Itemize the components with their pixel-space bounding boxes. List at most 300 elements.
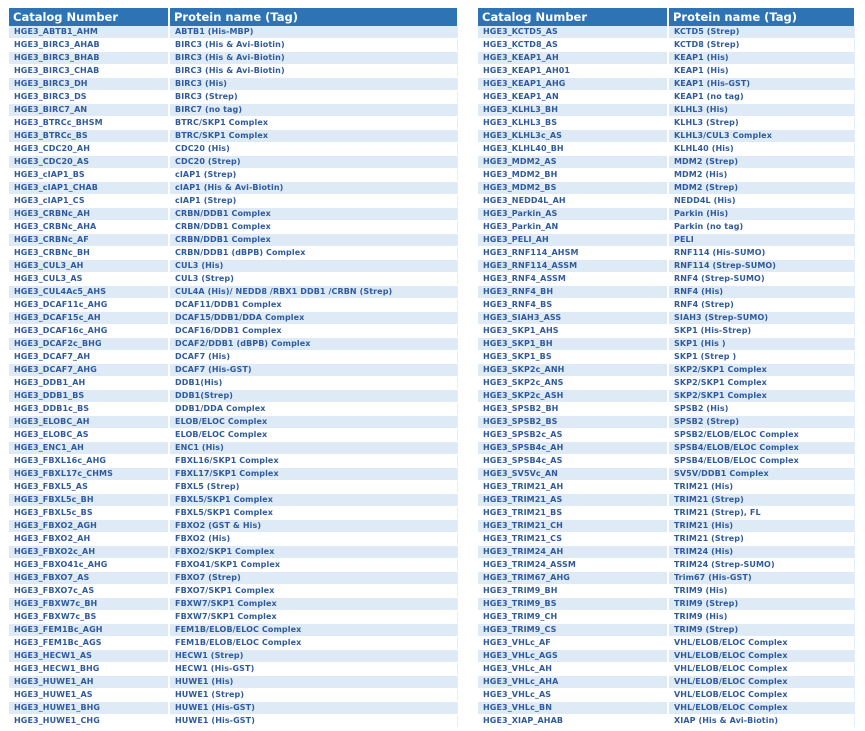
protein-name-cell: PELI (668, 234, 854, 247)
catalog-number-cell: HGE3_FBXW7c_BS (9, 611, 169, 624)
catalog-number-cell: HGE3_TRIM9_BH (478, 585, 668, 598)
protein-name-cell: ELOB/ELOC Complex (169, 416, 457, 429)
table-row (478, 351, 854, 364)
catalog-number-cell: HGE3_KEAP1_AN (478, 91, 668, 104)
protein-name-cell: VHL/ELOB/ELOC Complex (668, 650, 854, 663)
protein-name-cell: CUL3 (His) (169, 260, 457, 273)
protein-name-cell: KLHL40 (His) (668, 143, 854, 156)
protein-name-cell: FBXO7/SKP1 Complex (169, 585, 457, 598)
catalog-number-cell: HGE3_HUWE1_CHG (9, 715, 169, 728)
protein-name-cell: FBXL16/SKP1 Complex (169, 455, 457, 468)
column-header-protein-name: Protein name (Tag) (668, 8, 854, 26)
protein-name-cell: HECW1 (Strep) (169, 650, 457, 663)
table-row (9, 611, 457, 624)
catalog-number-cell: HGE3_FBXO7c_AS (9, 585, 169, 598)
protein-name-cell: DCAF2/DDB1 (dBPB) Complex (169, 338, 457, 351)
catalog-number-cell: HGE3_BTRCc_BHSM (9, 117, 169, 130)
protein-name-cell: SKP2/SKP1 Complex (668, 364, 854, 377)
protein-name-cell: TRIM9 (Strep) (668, 624, 854, 637)
catalog-number-cell: HGE3_SPSB2c_AS (478, 429, 668, 442)
protein-name-cell: DCAF11/DDB1 Complex (169, 299, 457, 312)
table-row (478, 338, 854, 351)
table-row (9, 546, 457, 559)
table-row (478, 403, 854, 416)
catalog-number-cell: HGE3_VHLc_AGS (478, 650, 668, 663)
catalog-number-cell: HGE3_RNF4_BH (478, 286, 668, 299)
catalog-number-cell: HGE3_PELI_AH (478, 234, 668, 247)
table-row (9, 416, 457, 429)
table-row (9, 351, 457, 364)
catalog-number-cell: HGE3_FBXL5c_BH (9, 494, 169, 507)
protein-name-cell: RNF4 (His) (668, 286, 854, 299)
protein-name-cell: SPSB4/ELOB/ELOC Complex (668, 455, 854, 468)
protein-name-cell: TRIM21 (Strep) (668, 533, 854, 546)
table-row (478, 624, 854, 637)
table-row (478, 650, 854, 663)
protein-name-cell: KEAP1 (His-GST) (668, 78, 854, 91)
protein-name-cell: HUWE1 (His-GST) (169, 715, 457, 728)
catalog-number-cell: HGE3_KEAP1_AHG (478, 78, 668, 91)
catalog-number-cell: HGE3_SKP2c_ASH (478, 390, 668, 403)
protein-name-cell: SPSB2 (Strep) (668, 416, 854, 429)
protein-name-cell: CUL4A (His)/ NEDD8 /RBX1 DDB1 /CRBN (Strep) (169, 286, 457, 299)
catalog-number-cell: HGE3_ABTB1_AHM (9, 26, 169, 39)
protein-name-cell: Parkin (His) (668, 208, 854, 221)
table-header-row (9, 8, 457, 26)
protein-name-cell: VHL/ELOB/ELOC Complex (668, 689, 854, 702)
protein-name-cell: TRIM21 (Strep), FL (668, 507, 854, 520)
protein-name-cell: SPSB4/ELOB/ELOC Complex (668, 442, 854, 455)
protein-name-cell: BIRC7 (no tag) (169, 104, 457, 117)
catalog-number-cell: HGE3_FEM1Bc_AGS (9, 637, 169, 650)
catalog-number-cell: HGE3_CUL3_AS (9, 273, 169, 286)
protein-name-cell: KLHL3 (Strep) (668, 117, 854, 130)
protein-name-cell: HUWE1 (Strep) (169, 689, 457, 702)
catalog-number-cell: HGE3_DDB1c_BS (9, 403, 169, 416)
table-row (478, 156, 854, 169)
protein-name-cell: ABTB1 (His-MBP) (169, 26, 457, 39)
protein-name-cell: CRBN/DDB1 Complex (169, 234, 457, 247)
protein-name-cell: TRIM21 (His) (668, 520, 854, 533)
catalog-number-cell: HGE3_cIAP1_BS (9, 169, 169, 182)
catalog-number-cell: HGE3_FBXL5c_BS (9, 507, 169, 520)
protein-name-cell: FBXO7 (Strep) (169, 572, 457, 585)
catalog-number-cell: HGE3_KEAP1_AH (478, 52, 668, 65)
protein-name-cell: TRIM9 (His) (668, 611, 854, 624)
table-row (9, 715, 457, 728)
table-row (478, 715, 854, 728)
table-row (478, 299, 854, 312)
catalog-number-cell: HGE3_CUL3_AH (9, 260, 169, 273)
catalog-number-cell: HGE3_FBXO2c_AH (9, 546, 169, 559)
protein-name-cell: BIRC3 (His & Avi-Biotin) (169, 65, 457, 78)
protein-name-cell: TRIM24 (His) (668, 546, 854, 559)
protein-name-cell: SKP2/SKP1 Complex (668, 390, 854, 403)
table-row (9, 364, 457, 377)
protein-name-cell: CRBN/DDB1 (dBPB) Complex (169, 247, 457, 260)
table-row (478, 208, 854, 221)
catalog-number-cell: HGE3_KEAP1_AH01 (478, 65, 668, 78)
protein-name-cell: SPSB2 (His) (668, 403, 854, 416)
catalog-number-cell: HGE3_CDC20_AH (9, 143, 169, 156)
table-row (9, 91, 457, 104)
catalog-number-cell: HGE3_RNF4_ASSM (478, 273, 668, 286)
table-row (478, 364, 854, 377)
protein-name-cell: SKP1 (Strep ) (668, 351, 854, 364)
catalog-number-cell: HGE3_TRIM21_CH (478, 520, 668, 533)
protein-name-cell: cIAP1 (His & Avi-Biotin) (169, 182, 457, 195)
protein-name-cell: SV5V/DDB1 Complex (668, 468, 854, 481)
table-row (9, 286, 457, 299)
table-row (478, 169, 854, 182)
protein-name-cell: SKP1 (His ) (668, 338, 854, 351)
catalog-number-cell: HGE3_SPSB4c_AS (478, 455, 668, 468)
protein-name-cell: XIAP (His & Avi-Biotin) (668, 715, 854, 728)
table-row (478, 117, 854, 130)
protein-name-cell: MDM2 (Strep) (668, 182, 854, 195)
catalog-number-cell: HGE3_SPSB4c_AH (478, 442, 668, 455)
catalog-number-cell: HGE3_VHLc_AS (478, 689, 668, 702)
catalog-number-cell: HGE3_DCAF11c_AHG (9, 299, 169, 312)
protein-name-cell: KCTD5 (Strep) (668, 26, 854, 39)
table-row (9, 52, 457, 65)
table-row (9, 247, 457, 260)
catalog-number-cell: HGE3_FEM1Bc_AGH (9, 624, 169, 637)
table-row (9, 481, 457, 494)
catalog-number-cell: HGE3_CRBNc_AF (9, 234, 169, 247)
table-row (9, 702, 457, 715)
table-row (478, 52, 854, 65)
table-row (9, 455, 457, 468)
catalog-number-cell: HGE3_NEDD4L_AH (478, 195, 668, 208)
protein-name-cell: Parkin (no tag) (668, 221, 854, 234)
catalog-number-cell: HGE3_TRIM9_CS (478, 624, 668, 637)
catalog-number-cell: HGE3_SKP1_BS (478, 351, 668, 364)
table-row (478, 455, 854, 468)
table-row (9, 572, 457, 585)
catalog-number-cell: HGE3_HECW1_AS (9, 650, 169, 663)
protein-name-cell: RNF114 (His-SUMO) (668, 247, 854, 260)
table-row (478, 221, 854, 234)
protein-name-cell: RNF4 (Strep-SUMO) (668, 273, 854, 286)
protein-name-cell: NEDD4L (His) (668, 195, 854, 208)
protein-name-cell: ELOB/ELOC Complex (169, 429, 457, 442)
protein-name-cell: cIAP1 (Strep) (169, 169, 457, 182)
catalog-number-cell: HGE3_FBXL17c_CHMS (9, 468, 169, 481)
catalog-number-cell: HGE3_VHLc_BN (478, 702, 668, 715)
protein-name-cell: VHL/ELOB/ELOC Complex (668, 637, 854, 650)
table-row (9, 234, 457, 247)
table-row (478, 325, 854, 338)
protein-name-cell: HUWE1 (His-GST) (169, 702, 457, 715)
protein-name-cell: DDB1/DDA Complex (169, 403, 457, 416)
protein-name-cell: FBXL5/SKP1 Complex (169, 507, 457, 520)
protein-name-cell: TRIM24 (Strep-SUMO) (668, 559, 854, 572)
catalog-number-cell: HGE3_KLHL3_BS (478, 117, 668, 130)
catalog-number-cell: HGE3_DCAF7_AHG (9, 364, 169, 377)
table-row (478, 520, 854, 533)
table-row (9, 624, 457, 637)
catalog-number-cell: HGE3_DCAF16c_AHG (9, 325, 169, 338)
protein-name-cell: FBXO2/SKP1 Complex (169, 546, 457, 559)
table-row (478, 234, 854, 247)
table-row (478, 377, 854, 390)
column-header-protein-name: Protein name (Tag) (169, 8, 457, 26)
catalog-number-cell: HGE3_RNF4_BS (478, 299, 668, 312)
table-row (478, 143, 854, 156)
table-row (9, 195, 457, 208)
table-row (9, 169, 457, 182)
catalog-number-cell: HGE3_FBXO2_AH (9, 533, 169, 546)
table-row (9, 676, 457, 689)
table-row (478, 507, 854, 520)
table-row (478, 195, 854, 208)
protein-name-cell: SIAH3 (Strep-SUMO) (668, 312, 854, 325)
column-header-catalog-number: Catalog Number (9, 8, 169, 26)
catalog-number-cell: HGE3_TRIM21_CS (478, 533, 668, 546)
table-row (478, 481, 854, 494)
catalog-number-cell: HGE3_TRIM21_AS (478, 494, 668, 507)
catalog-number-cell: HGE3_ENC1_AH (9, 442, 169, 455)
catalog-number-cell: HGE3_cIAP1_CHAB (9, 182, 169, 195)
table-row (478, 494, 854, 507)
catalog-number-cell: HGE3_FBXL5_AS (9, 481, 169, 494)
catalog-number-cell: HGE3_FBXW7c_BH (9, 598, 169, 611)
catalog-table-left (9, 8, 458, 728)
table-row (9, 156, 457, 169)
catalog-number-cell: HGE3_MDM2_BS (478, 182, 668, 195)
protein-name-cell: MDM2 (His) (668, 169, 854, 182)
table-row (478, 468, 854, 481)
catalog-number-cell: HGE3_BIRC3_DS (9, 91, 169, 104)
table-row (478, 39, 854, 52)
catalog-number-cell: HGE3_MDM2_BH (478, 169, 668, 182)
table-row (478, 585, 854, 598)
column-header-catalog-number: Catalog Number (478, 8, 668, 26)
catalog-number-cell: HGE3_KLHL3c_AS (478, 130, 668, 143)
table-row (478, 182, 854, 195)
catalog-number-cell: HGE3_cIAP1_CS (9, 195, 169, 208)
catalog-number-cell: HGE3_KLHL3_BH (478, 104, 668, 117)
table-row (9, 637, 457, 650)
catalog-number-cell: HGE3_FBXO41c_AHG (9, 559, 169, 572)
catalog-number-cell: HGE3_RNF114_AHSM (478, 247, 668, 260)
protein-name-cell: DCAF15/DDB1/DDA Complex (169, 312, 457, 325)
catalog-number-cell: HGE3_SV5Vc_AN (478, 468, 668, 481)
protein-name-cell: FEM1B/ELOB/ELOC Complex (169, 624, 457, 637)
table-row (9, 221, 457, 234)
table-row (9, 182, 457, 195)
catalog-number-cell: HGE3_FBXO7_AS (9, 572, 169, 585)
catalog-number-cell: HGE3_SKP2c_ANS (478, 377, 668, 390)
protein-name-cell: HECW1 (His-GST) (169, 663, 457, 676)
catalog-number-cell: HGE3_TRIM67_AHG (478, 572, 668, 585)
catalog-number-cell: HGE3_BIRC3_DH (9, 78, 169, 91)
table-row (478, 273, 854, 286)
table-row (9, 78, 457, 91)
catalog-number-cell: HGE3_HECW1_BHG (9, 663, 169, 676)
protein-name-cell: SPSB2/ELOB/ELOC Complex (668, 429, 854, 442)
table-row (478, 286, 854, 299)
protein-name-cell: RNF4 (Strep) (668, 299, 854, 312)
protein-name-cell: KLHL3/CUL3 Complex (668, 130, 854, 143)
table-row (478, 533, 854, 546)
table-row (9, 585, 457, 598)
catalog-number-cell: HGE3_TRIM9_BS (478, 598, 668, 611)
catalog-number-cell: HGE3_Parkin_AN (478, 221, 668, 234)
protein-name-cell: FBXO41/SKP1 Complex (169, 559, 457, 572)
protein-name-cell: DCAF7 (His) (169, 351, 457, 364)
catalog-number-cell: HGE3_TRIM21_AH (478, 481, 668, 494)
protein-name-cell: DCAF16/DDB1 Complex (169, 325, 457, 338)
protein-name-cell: HUWE1 (His) (169, 676, 457, 689)
catalog-number-cell: HGE3_TRIM24_AH (478, 546, 668, 559)
table-row (9, 273, 457, 286)
catalog-number-cell: HGE3_Parkin_AS (478, 208, 668, 221)
table-row (9, 598, 457, 611)
catalog-number-cell: HGE3_CRBNc_AHA (9, 221, 169, 234)
table-row (9, 143, 457, 156)
protein-name-cell: cIAP1 (Strep) (169, 195, 457, 208)
protein-name-cell: DDB1(His) (169, 377, 457, 390)
catalog-number-cell: HGE3_VHLc_AHA (478, 676, 668, 689)
catalog-number-cell: HGE3_MDM2_AS (478, 156, 668, 169)
protein-name-cell: CRBN/DDB1 Complex (169, 221, 457, 234)
table-row (9, 429, 457, 442)
table-row (478, 260, 854, 273)
table-row (9, 689, 457, 702)
catalog-number-cell: HGE3_RNF114_ASSM (478, 260, 668, 273)
protein-name-cell: MDM2 (Strep) (668, 156, 854, 169)
protein-name-cell: DCAF7 (His-GST) (169, 364, 457, 377)
protein-name-cell: DDB1(Strep) (169, 390, 457, 403)
protein-name-cell: KEAP1 (His) (668, 52, 854, 65)
catalog-number-cell: HGE3_TRIM24_ASSM (478, 559, 668, 572)
table-row (478, 572, 854, 585)
table-row (478, 637, 854, 650)
table-row (9, 650, 457, 663)
protein-name-cell: CRBN/DDB1 Complex (169, 208, 457, 221)
table-row (478, 130, 854, 143)
catalog-number-cell: HGE3_SKP1_BH (478, 338, 668, 351)
table-body (9, 26, 457, 728)
catalog-number-cell: HGE3_VHLc_AH (478, 663, 668, 676)
protein-name-cell: VHL/ELOB/ELOC Complex (668, 676, 854, 689)
table-row (478, 676, 854, 689)
protein-name-cell: FBXL5 (Strep) (169, 481, 457, 494)
table-row (478, 91, 854, 104)
protein-name-cell: BIRC3 (His) (169, 78, 457, 91)
catalog-number-cell: HGE3_BIRC3_AHAB (9, 39, 169, 52)
table-row (9, 312, 457, 325)
table-row (478, 26, 854, 39)
protein-name-cell: KEAP1 (no tag) (668, 91, 854, 104)
table-row (9, 39, 457, 52)
catalog-number-cell: HGE3_SIAH3_ASS (478, 312, 668, 325)
catalog-number-cell: HGE3_CRBNc_AH (9, 208, 169, 221)
protein-name-cell: VHL/ELOB/ELOC Complex (668, 663, 854, 676)
table-row (9, 390, 457, 403)
table-row (478, 546, 854, 559)
table-row (9, 26, 457, 39)
table-row (9, 117, 457, 130)
protein-name-cell: FBXL5/SKP1 Complex (169, 494, 457, 507)
catalog-number-cell: HGE3_SKP1_AHS (478, 325, 668, 338)
protein-name-cell: TRIM21 (Strep) (668, 494, 854, 507)
table-row (9, 299, 457, 312)
protein-name-cell: BIRC3 (Strep) (169, 91, 457, 104)
table-row (9, 442, 457, 455)
table-row (9, 338, 457, 351)
protein-name-cell: Trim67 (His-GST) (668, 572, 854, 585)
protein-name-cell: FBXL17/SKP1 Complex (169, 468, 457, 481)
protein-name-cell: TRIM21 (His) (668, 481, 854, 494)
catalog-number-cell: HGE3_CUL4Ac5_AHS (9, 286, 169, 299)
table-row (478, 312, 854, 325)
catalog-number-cell: HGE3_BIRC3_BHAB (9, 52, 169, 65)
catalog-number-cell: HGE3_TRIM21_BS (478, 507, 668, 520)
protein-name-cell: KLHL3 (His) (668, 104, 854, 117)
table-header-row (478, 8, 854, 26)
catalog-number-cell: HGE3_CRBNc_BH (9, 247, 169, 260)
table-row (9, 104, 457, 117)
protein-name-cell: TRIM9 (His) (668, 585, 854, 598)
table-row (478, 65, 854, 78)
table-row (9, 520, 457, 533)
table-row (9, 494, 457, 507)
catalog-number-cell: HGE3_HUWE1_AS (9, 689, 169, 702)
catalog-number-cell: HGE3_HUWE1_AH (9, 676, 169, 689)
table-row (478, 442, 854, 455)
table-row (9, 130, 457, 143)
table-row (9, 533, 457, 546)
table-row (9, 65, 457, 78)
table-row (9, 403, 457, 416)
table-row (478, 390, 854, 403)
table-row (9, 377, 457, 390)
table-row (9, 260, 457, 273)
table-row (478, 429, 854, 442)
catalog-number-cell: HGE3_HUWE1_BHG (9, 702, 169, 715)
protein-name-cell: FBXW7/SKP1 Complex (169, 611, 457, 624)
catalog-number-cell: HGE3_SPSB2_BS (478, 416, 668, 429)
protein-name-cell: SKP2/SKP1 Complex (668, 377, 854, 390)
catalog-number-cell: HGE3_ELOBC_AS (9, 429, 169, 442)
table-row (9, 507, 457, 520)
catalog-number-cell: HGE3_XIAP_AHAB (478, 715, 668, 728)
catalog-number-cell: HGE3_KCTD8_AS (478, 39, 668, 52)
catalog-number-cell: HGE3_BIRC7_AN (9, 104, 169, 117)
protein-name-cell: BIRC3 (His & Avi-Biotin) (169, 52, 457, 65)
table-body (478, 26, 854, 728)
protein-name-cell: KEAP1 (His) (668, 65, 854, 78)
table-row (478, 247, 854, 260)
protein-name-cell: SKP1 (His-Strep) (668, 325, 854, 338)
catalog-number-cell: HGE3_VHLc_AF (478, 637, 668, 650)
protein-name-cell: CDC20 (Strep) (169, 156, 457, 169)
catalog-number-cell: HGE3_BIRC3_CHAB (9, 65, 169, 78)
table-row (478, 702, 854, 715)
table-row (478, 689, 854, 702)
catalog-number-cell: HGE3_KCTD5_AS (478, 26, 668, 39)
catalog-number-cell: HGE3_DCAF15c_AH (9, 312, 169, 325)
protein-name-cell: BIRC3 (His & Avi-Biotin) (169, 39, 457, 52)
catalog-number-cell: HGE3_SKP2c_ANH (478, 364, 668, 377)
catalog-number-cell: HGE3_DCAF2c_BHG (9, 338, 169, 351)
table-row (478, 559, 854, 572)
catalog-number-cell: HGE3_KLHL40_BH (478, 143, 668, 156)
protein-name-cell: BTRC/SKP1 Complex (169, 130, 457, 143)
